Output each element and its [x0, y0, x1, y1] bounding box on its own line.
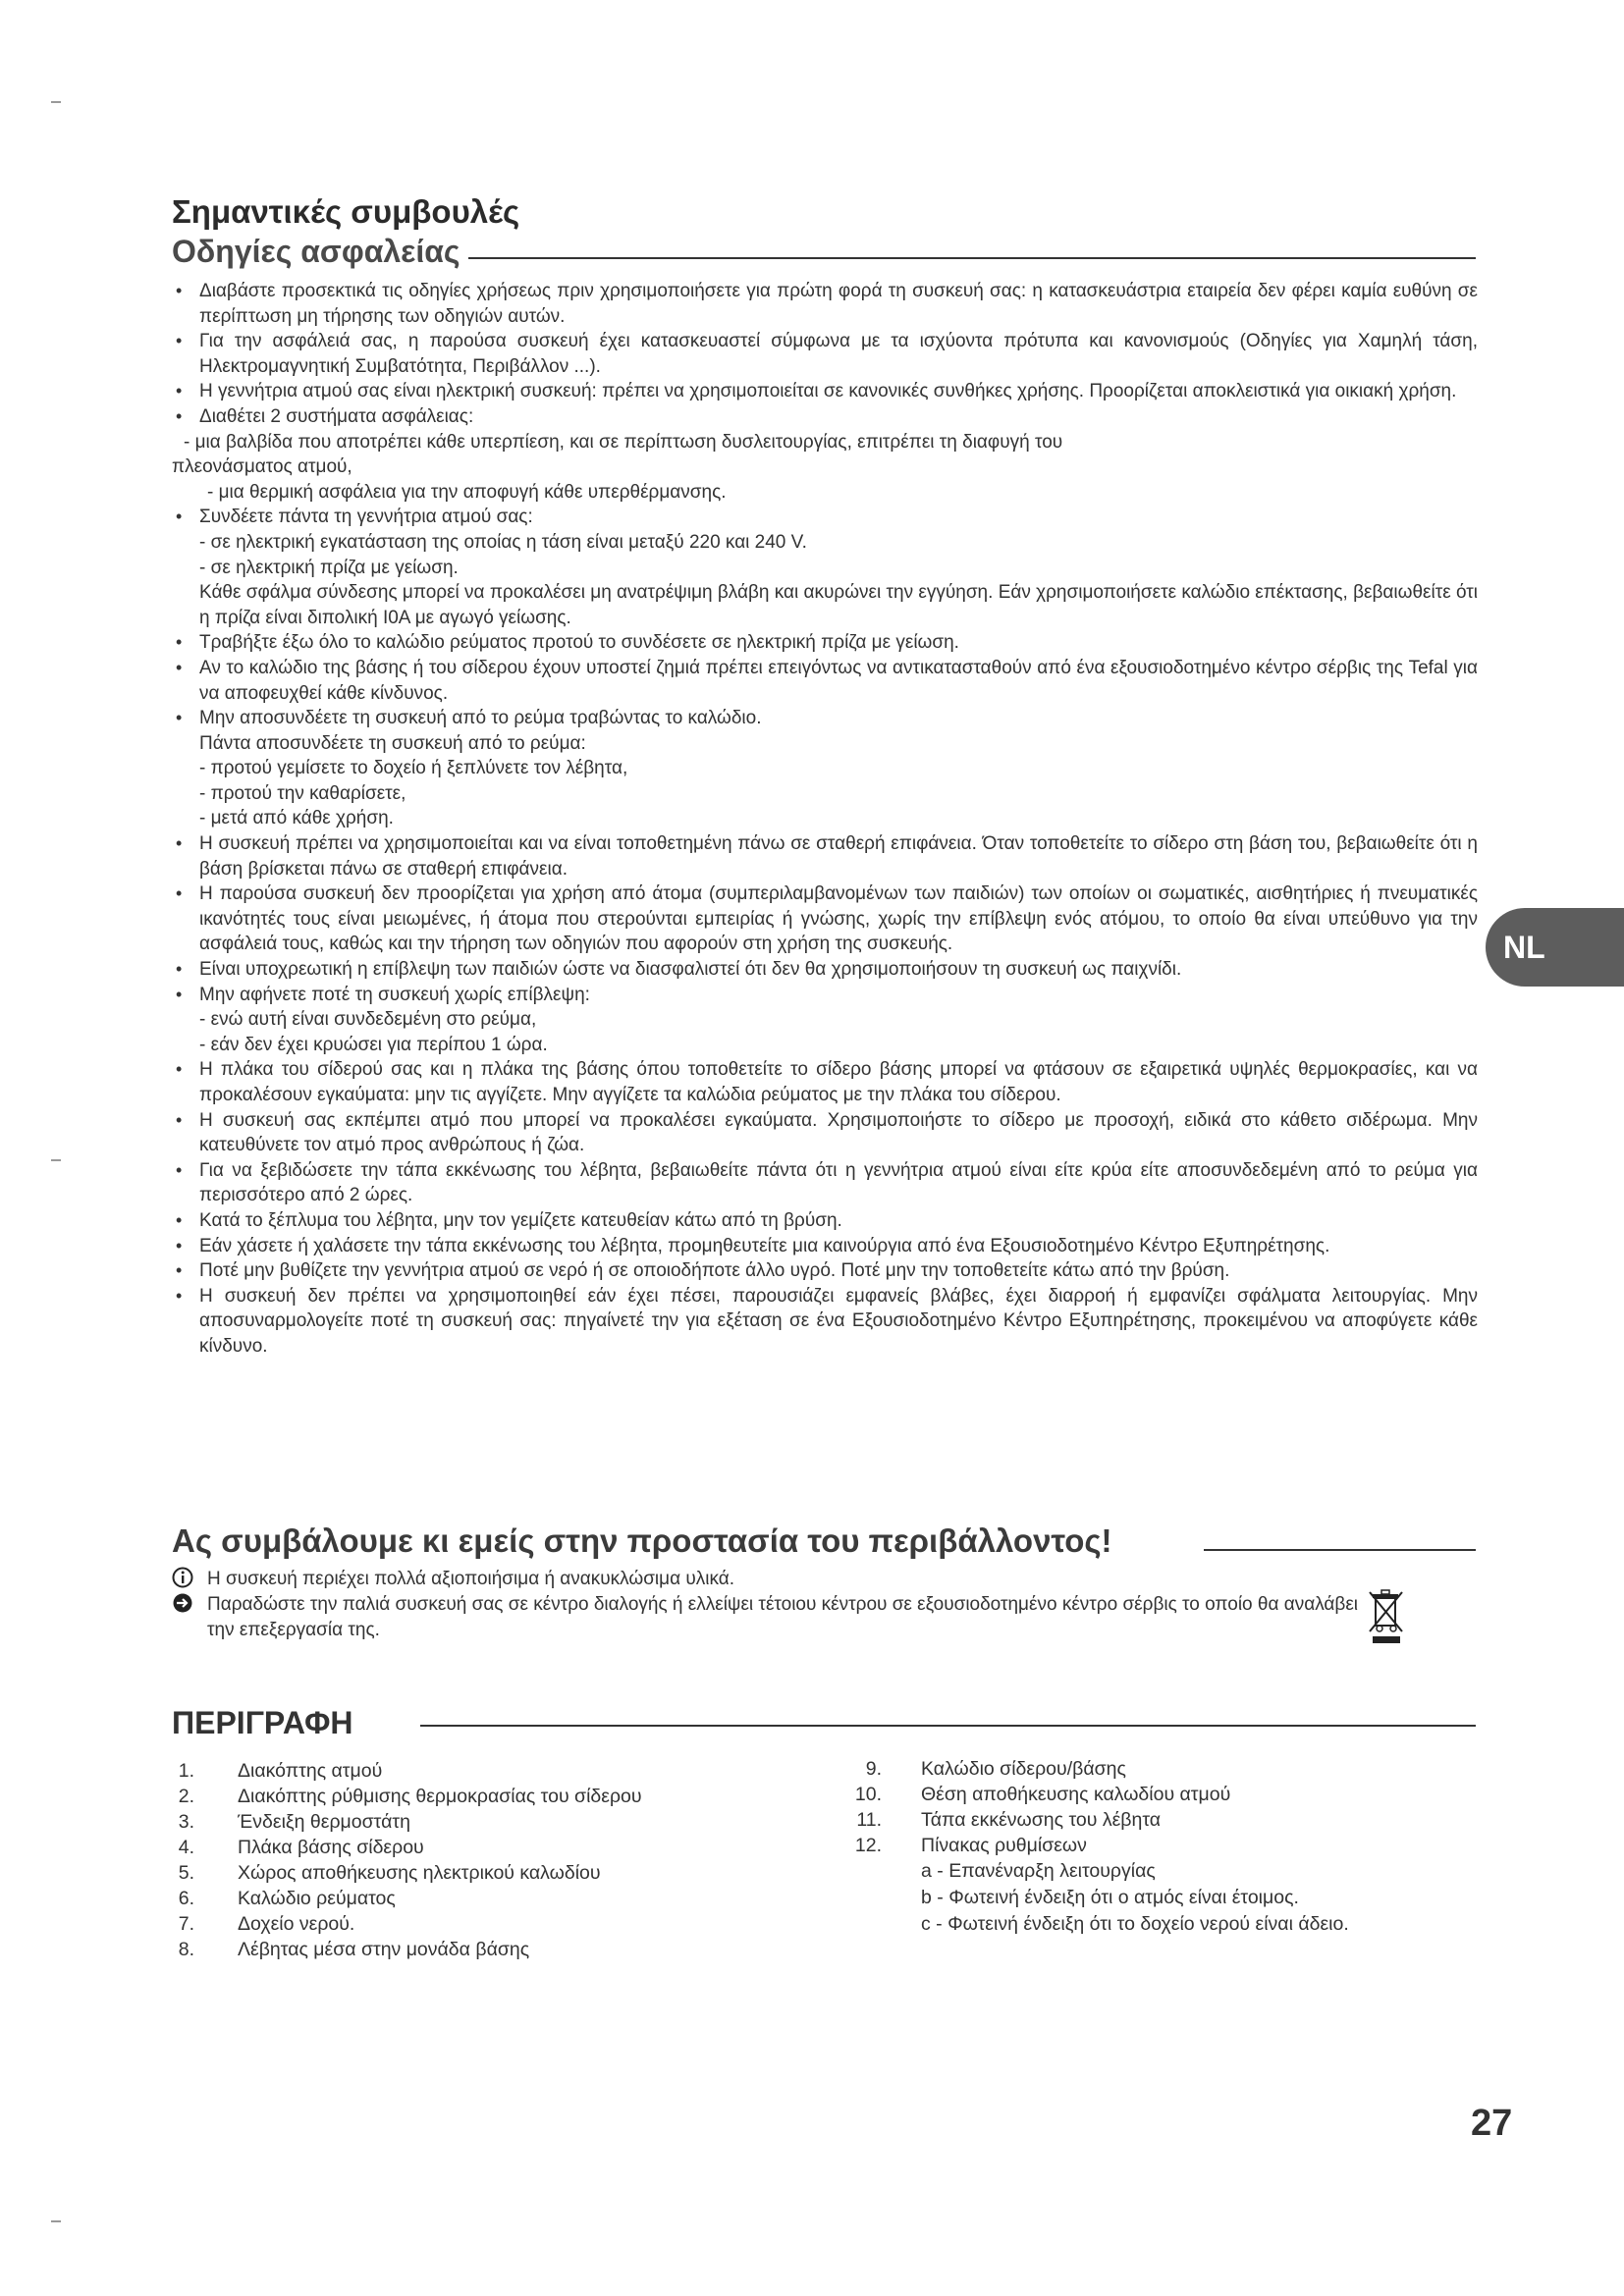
list-item [167, 1809, 795, 1835]
safety-bullet: • Για να ξεβιδώσετε την τάπα εκκένωσης του λέβητα, βεβαιωθείτε πάντα ότι η γεννήτρια ατμού είναι είτε κρύα είτε αποσυνδεδεμένη από το ρεύμα για περισσότερο από 2 ώρες. [172, 1158, 1478, 1208]
section-rule [420, 1725, 1476, 1727]
subitem-letter: c [921, 1913, 931, 1935]
list-item-label: Ένδειξη θερμοστάτη [238, 1811, 410, 1833]
safety-bullet: • Η γεννήτρια ατμού σας είναι ηλεκτρική συσκευή: πρέπει να χρησιμοποιείται σε κανονικές συνθήκες χρήσης. Προορίζεται αποκλειστικά για οικιακή χρήση. [172, 379, 1478, 404]
list-item [842, 1807, 1471, 1833]
list-item-number: 1. [178, 1760, 194, 1782]
safety-line: πλεονάσματος ατμού, [172, 456, 352, 478]
list-item-label: Πλάκα βάσης σίδερου [238, 1837, 424, 1858]
subitem-letter: a [921, 1860, 932, 1882]
safety-bullet: • Διαβάστε προσεκτικά τις οδηγίες χρήσεως πριν χρησιμοποιήσετε για πρώτη φορά τη συσκευή σας: η κατασκευάστρια εταιρεία δεν φέρει καμία ευθύνη σε περίπτωση μη τήρησης των οδηγιών αυτών. [172, 279, 1478, 329]
safety-line: - προτού την καθαρίσετε, [199, 782, 406, 804]
safety-line: - μετά από κάθε χρήση. [199, 808, 394, 829]
list-item [167, 1758, 795, 1784]
safety-bullet: • Είναι υποχρεωτική η επίβλεψη των παιδιών ώστε να διασφαλιστεί ότι δεν θα χρησιμοποιήσουν τη συσκευή ως παιχνίδι. [172, 957, 1478, 983]
list-item-label: Πίνακας ρυθμίσεων [921, 1835, 1087, 1856]
list-item [167, 1860, 795, 1886]
safety-bullet: • Ποτέ μην βυθίζετε την γεννήτρια ατμού σε νερό ή σε οποιοδήποτε άλλο υγρό. Ποτέ μην την τοποθετείτε κάτω από την βρύση. [172, 1258, 1478, 1284]
list-item [842, 1833, 1471, 1858]
safety-bullet: • Διαθέτει 2 συστήματα ασφάλειας: [172, 404, 1478, 430]
info-circle-icon [172, 1567, 193, 1593]
parts-list-right [842, 1756, 1471, 1858]
parts-list-left [167, 1758, 795, 1962]
safety-bullet: • Κατά το ξέπλυμα του λέβητα, μην τον γεμίζετε κατευθείαν κάτω από τη βρύση. [172, 1208, 1478, 1234]
safety-bullet: • Τραβήξτε έξω όλο το καλώδιο ρεύματος προτού το συνδέσετε σε ηλεκτρική πρίζα με γείωση. [172, 630, 1478, 656]
recycle-text: Παραδώστε την παλιά συσκευή σας σε κέντρο διαλογής ή ελλείψει τέτοιου κέντρου σε εξουσιοδοτημένο κέντρο σέρβις το οποίο θα αναλάβει την επεξεργασία της. [207, 1594, 1359, 1640]
safety-bullet: • Αν το καλώδιο της βάσης ή του σίδερου έχουν υποστεί ζημιά πρέπει επειγόντως να αντικατασταθούν από ένα εξουσιοδοτημένο κέντρο σέρβις της Tefal για να αποφευχθεί κάθε κίνδυνος. [172, 656, 1478, 706]
language-tab: NL [1486, 908, 1624, 987]
list-item [167, 1835, 795, 1860]
safety-line: - σε ηλεκτρική εγκατάσταση της οποίας η τάση είναι μεταξύ 220 και 240 V. [199, 531, 807, 553]
safety-line: Κάθε σφάλμα σύνδεσης μπορεί να προκαλέσει μη ανατρέψιμη βλάβη και ακυρώνει την εγγύηση. Εάν χρησιμοποιήσετε καλώδιο επέκτασης, βεβαιωθείτε ότι η πρίζα είναι διπολική I0A με αγωγό γείωσης. [199, 582, 1478, 628]
subitem-label: - Επανέναρξη λειτουργίας [931, 1860, 1156, 1882]
list-item [167, 1911, 795, 1937]
list-item-number: 8. [178, 1939, 194, 1960]
environment-header [172, 1520, 1112, 1563]
safety-bullet: • Συνδέετε πάντα τη γεννήτρια ατμού σας: [172, 505, 1478, 530]
list-item-number: 3. [178, 1811, 194, 1833]
safety-bullet: • Η συσκευή πρέπει να χρησιμοποιείται και να είναι τοποθετημένη πάνω σε σταθερή επιφάνεια. Όταν τοποθετείτε το σίδερο στη βάση του, βεβαιωθείτε ότι η βάση βρίσκεται πάνω σε σταθερή επιφάνεια. [172, 831, 1478, 881]
list-item-label: Καλώδιο ρεύματος [238, 1888, 396, 1909]
environment-title: Ας συμβάλουμε κι εμείς στην προστασία του περιβάλλοντος! [172, 1522, 1112, 1559]
safety-line: - μια θερμική ασφάλεια για την αποφυγή κάθε υπερθέρμανσης. [207, 481, 727, 503]
list-item-label: Δοχείο νερού. [238, 1913, 355, 1935]
environment-text [172, 1567, 1389, 1643]
list-item-number: 2. [178, 1786, 194, 1807]
crossed-out-bin-icon [1367, 1588, 1406, 1650]
list-item-number: 10. [854, 1784, 882, 1805]
safety-bullet: • Εάν χάσετε ή χαλάσετε την τάπα εκκένωσης του λέβητα, προμηθευτείτε μια καινούργια από ένα Εξουσιοδοτημένο Κέντρο Εξυπηρέτησης. [172, 1234, 1478, 1259]
safety-instructions [172, 279, 1478, 1360]
list-item [842, 1782, 1471, 1807]
page-number: 27 [1471, 2103, 1513, 2144]
list-item-number: 5. [178, 1862, 194, 1884]
list-item-number: 11. [856, 1809, 882, 1831]
safety-line: - ενώ αυτή είναι συνδεδεμένη στο ρεύμα, [199, 1009, 537, 1031]
control-panel-subitem [921, 1858, 1510, 1885]
list-item-label: Διακόπτης ρύθμισης θερμοκρασίας του σίδερου [238, 1786, 642, 1807]
list-item [167, 1784, 795, 1809]
arrow-right-circle-icon [172, 1592, 193, 1619]
registration-mark [51, 1159, 61, 1161]
subitem-label: - Φωτεινή ένδειξη ότι ο ατμός είναι έτοιμος. [931, 1887, 1299, 1908]
safety-bullet: • Η συσκευή σας εκπέμπει ατμό που μπορεί να προκαλέσει εγκαύματα. Χρησιμοποιήστε το σίδερο με προσοχή, ειδικά στο κάθετο σιδέρωμα. Μην κατευθύνετε τον ατμό προς ανθρώπους ή ζώα. [172, 1108, 1478, 1158]
section-rule [1204, 1549, 1476, 1551]
section-title-safety: Οδηγίες ασφαλείας [172, 230, 468, 273]
list-item-number: 7. [178, 1913, 194, 1935]
control-panel-subitem [921, 1885, 1510, 1911]
safety-bullet: • Για την ασφάλειά σας, η παρούσα συσκευή έχει κατασκευαστεί σύμφωνα με τα ισχύοντα πρότυπα και κανονισμούς (Οδηγίες για Χαμηλή τάση, Ηλεκτρομαγνητική Συμβατότητα, Περιβάλλον ...). [172, 329, 1478, 379]
list-item [167, 1886, 795, 1911]
list-item-label: Τάπα εκκένωσης του λέβητα [921, 1809, 1162, 1831]
list-item-number: 9. [865, 1758, 882, 1780]
registration-mark [51, 101, 61, 103]
safety-line: - προτού γεμίσετε το δοχείο ή ξεπλύνετε τον λέβητα, [199, 758, 628, 779]
subitem-letter: b [921, 1887, 932, 1908]
list-item-number: 6. [178, 1888, 194, 1909]
registration-mark [51, 2220, 61, 2222]
safety-bullet: • Μην αποσυνδέετε τη συσκευή από το ρεύμα τραβώντας το καλώδιο. [172, 706, 1478, 731]
list-item-label: Χώρος αποθήκευσης ηλεκτρικού καλωδίου [238, 1862, 601, 1884]
control-panel-subitems [921, 1858, 1510, 1938]
safety-line: - εάν δεν έχει κρυώσει για περίπου 1 ώρα. [199, 1034, 548, 1055]
safety-bullet: • Η συσκευή δεν πρέπει να χρησιμοποιηθεί εάν έχει πέσει, παρουσιάζει εμφανείς βλάβες, έχει διαρροή ή εμφανίζει σφάλματα λειτουργίας. Μην αποσυναρμολογείτε ποτέ τη συσκευή σας: πηγαίνετέ την για εξέταση σε ένα Εξουσιοδοτημένο Κέντρο Εξυπηρέτησης, προκειμένου να αποφύγετε κάθε κίνδυνο. [172, 1284, 1478, 1360]
control-panel-subitem [921, 1911, 1510, 1938]
safety-bullet: • Η παρούσα συσκευή δεν προορίζεται για χρήση από άτομα (συμπεριλαμβανομένων των παιδιών) των οποίων οι σωματικές, αισθητήριες ή πνευματικές ικανότητές τους είναι μειωμένες, ή άτομα που στερούνται εμπειρίας ή γνώσης, χωρίς την επίβλεψη ενός ατόμου, το οποίο θα είναι υπεύθυνο για την ασφάλειά τους, καθώς και την τήρηση των οδηγιών που αφορούν στη χρήση της συσκευής. [172, 881, 1478, 957]
list-item-number: 12. [854, 1835, 882, 1856]
safety-line: - μια βαλβίδα που αποτρέπει κάθε υπερπίεση, και σε περίπτωση δυσλειτουργίας, επιτρέπει τη διαφυγή του [184, 431, 1063, 453]
list-item-label: Λέβητας μέσα στην μονάδα βάσης [238, 1939, 530, 1960]
recycle-row [172, 1592, 1389, 1643]
safety-bullet: • Η πλάκα του σίδερού σας και η πλάκα της βάσης όπου τοποθετείτε το σίδερο βάσης μπορεί να φτάσουν σε εξαιρετικά υψηλές θερμοκρασίες, και να προκαλέσουν εγκαύματα: μην τις αγγίζετε. Μην αγγίζετε τα καλώδια ρεύματος με την πλάκα του σίδερου. [172, 1057, 1478, 1107]
info-row [172, 1567, 1389, 1592]
safety-bullet: • Μην αφήνετε ποτέ τη συσκευή χωρίς επίβλεψη: [172, 983, 1478, 1008]
subitem-label: - Φωτεινή ένδειξη ότι το δοχείο νερού είναι άδειο. [930, 1913, 1349, 1935]
info-text: Η συσκευή περιέχει πολλά αξιοποιήσιμα ή ανακυκλώσιμα υλικά. [207, 1569, 735, 1589]
list-item [842, 1756, 1471, 1782]
list-item [167, 1937, 795, 1962]
list-item-label: Καλώδιο σίδερου/βάσης [921, 1758, 1126, 1780]
list-item-label: Διακόπτης ατμού [238, 1760, 383, 1782]
description-title: ΠΕΡΙΓΡΑΦΗ [172, 1705, 353, 1740]
safety-line: - σε ηλεκτρική πρίζα με γείωση. [199, 557, 459, 578]
page-title: Σημαντικές συμβουλές [172, 193, 520, 230]
list-item-label: Θέση αποθήκευσης καλωδίου ατμού [921, 1784, 1231, 1805]
list-item-number: 4. [178, 1837, 194, 1858]
safety-line: Πάντα αποσυνδέετε τη συσκευή από το ρεύμα: [199, 732, 586, 754]
section-header-safety [172, 230, 1476, 273]
